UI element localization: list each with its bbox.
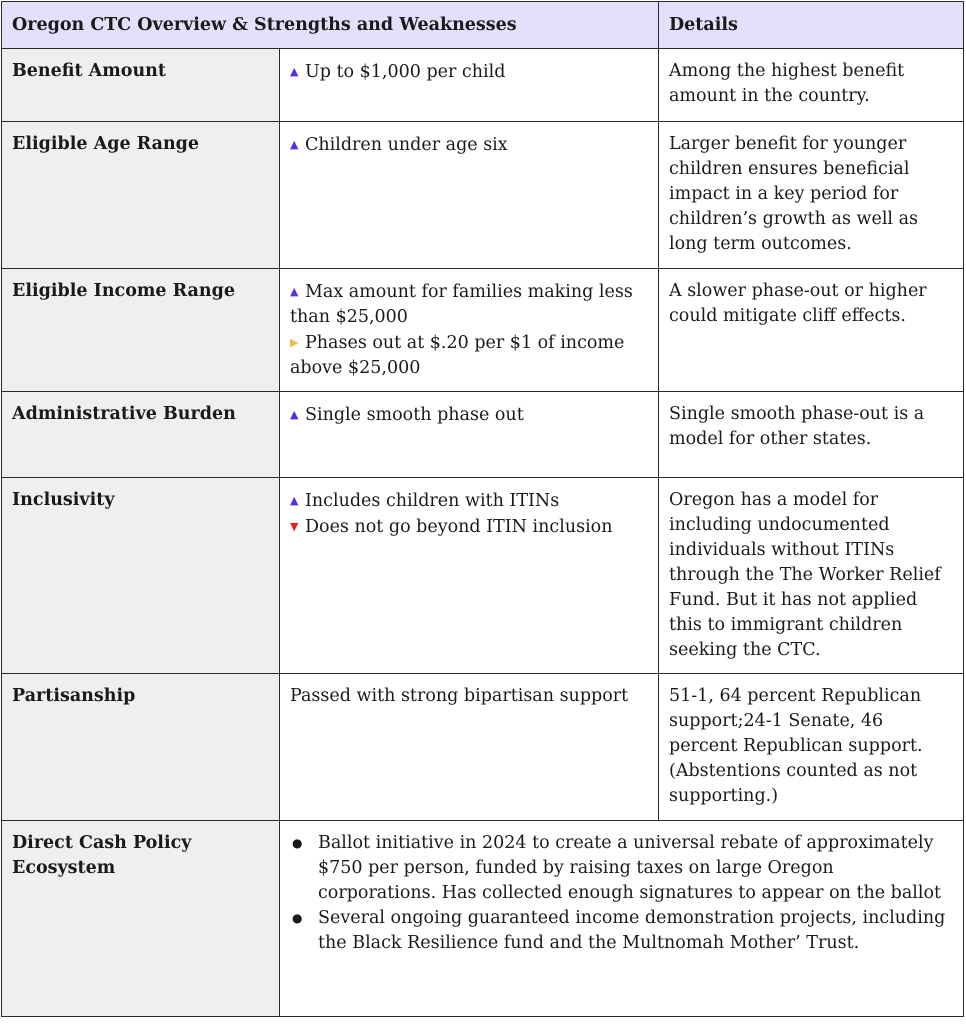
table-row-administrative-burden <box>2 392 964 478</box>
row-items <box>280 269 659 392</box>
row-details: Among the highest benefit amount in the country. <box>659 49 964 122</box>
row-items <box>280 478 659 674</box>
details-header: Details <box>659 2 964 49</box>
list-item <box>290 488 648 514</box>
triangle-up-icon: ▲ <box>290 138 299 151</box>
table-row-inclusivity <box>2 478 964 674</box>
table-title: Oregon CTC Overview & Strengths and Weaknesses <box>2 2 659 49</box>
row-label: Direct Cash Policy Ecosystem <box>2 821 280 1017</box>
item-text: Single smooth phase out <box>305 405 524 425</box>
list-item <box>290 402 648 428</box>
header-row <box>2 2 964 49</box>
list-item <box>290 132 648 158</box>
table-row-benefit-amount <box>2 49 964 122</box>
table-row-direct-cash-policy-ecosystem <box>2 821 964 1017</box>
row-items <box>280 122 659 269</box>
item-text: Phases out at $.20 per $1 of income above $25,000 <box>290 333 625 378</box>
list-item <box>290 684 648 709</box>
triangle-up-icon: ▲ <box>290 285 299 298</box>
list-item <box>290 59 648 85</box>
item-text: Does not go beyond ITIN inclusion <box>305 517 613 537</box>
row-details: Oregon has a model for including undocumented individuals without ITINs through the The Worker Relief Fund. But it has not applied this to immigrant children seeking the CTC. <box>659 478 964 674</box>
list-item <box>290 330 648 381</box>
table-body <box>2 49 964 1017</box>
bullet-item: ● Ballot initiative in 2024 to create a universal rebate of approximately $750 per person, funded by raising taxes on large Oregon corporations. Has collected enough signatures to appear on the ballot <box>318 831 953 906</box>
item-text: Includes children with ITINs <box>305 491 560 511</box>
row-details: Single smooth phase-out is a model for other states. <box>659 392 964 478</box>
oregon-ctc-table <box>1 1 964 1017</box>
triangle-up-icon: ▲ <box>290 494 299 507</box>
item-text: Children under age six <box>305 135 508 155</box>
item-text: Up to $1,000 per child <box>305 62 506 82</box>
row-items <box>280 392 659 478</box>
table-row-partisanship <box>2 674 964 821</box>
row-details: 51-1, 64 percent Republican support;24-1 Senate, 46 percent Republican support. (Abstentions counted as not supporting.) <box>659 674 964 821</box>
item-text: Max amount for families making less than $25,000 <box>290 282 633 327</box>
row-label: Eligible Age Range <box>2 122 280 269</box>
triangle-down-icon: ▼ <box>290 520 299 533</box>
row-items <box>280 674 659 821</box>
row-label: Benefit Amount <box>2 49 280 122</box>
row-items <box>280 49 659 122</box>
table-row-eligible-age-range <box>2 122 964 269</box>
row-label: Administrative Burden <box>2 392 280 478</box>
ecosystem-details <box>280 821 964 1017</box>
table-row-eligible-income-range <box>2 269 964 392</box>
triangle-up-icon: ▲ <box>290 408 299 421</box>
triangle-right-icon: ▶ <box>290 336 299 349</box>
bullet-item: ● Several ongoing guaranteed income demonstration projects, including the Black Resilience fund and the Multnomah Mother’ Trust. <box>318 906 953 956</box>
row-label: Eligible Income Range <box>2 269 280 392</box>
triangle-up-icon: ▲ <box>290 65 299 78</box>
list-item <box>290 279 648 330</box>
row-details: A slower phase-out or higher could mitigate cliff effects. <box>659 269 964 392</box>
item-text: Passed with strong bipartisan support <box>290 686 629 706</box>
ecosystem-bullets <box>290 831 953 956</box>
row-details: Larger benefit for younger children ensures beneficial impact in a key period for children’s growth as well as long term outcomes. <box>659 122 964 269</box>
list-item <box>290 514 648 540</box>
row-label: Inclusivity <box>2 478 280 674</box>
row-label: Partisanship <box>2 674 280 821</box>
